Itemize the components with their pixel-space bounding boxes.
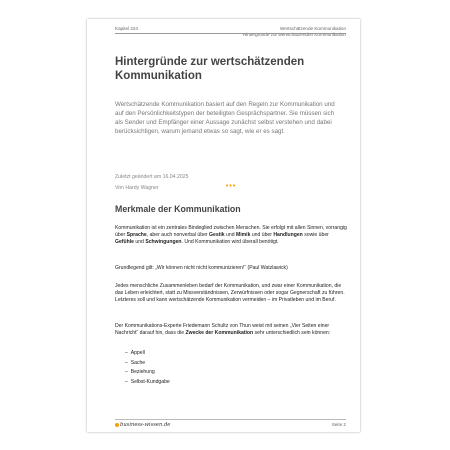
list-marker: – [125, 369, 128, 375]
p1-text: und [224, 232, 236, 238]
p1-bold-sprache: Sprache [126, 232, 147, 238]
p1-bold-mimik: Mimik [235, 232, 251, 238]
list-item [125, 360, 170, 370]
paragraph-2: Grundlegend gilt: „Wir können nicht nicht kommunizieren!“ (Paul Watzlawick) [115, 265, 288, 271]
purpose-list [125, 350, 170, 388]
list-item-label: Beziehung [130, 369, 155, 375]
p4-bold-zwecke: Zwecke der Kommunikation [185, 330, 254, 336]
p1-bold-schwingungen: Schwingungen [145, 239, 182, 245]
list-item-label: Appell [130, 350, 145, 356]
list-item-label: Selbst-Kundgabe [130, 378, 170, 385]
p1-bold-handlungen: Handlungen [273, 232, 303, 238]
paragraph-1 [115, 225, 347, 246]
last-changed: Zuletzt geändert am 16.04.2025 [115, 174, 189, 180]
list-item-label: Sache [130, 359, 146, 366]
separator-dots: ••• [225, 183, 237, 190]
section-heading: Merkmale der Kommunikation [115, 204, 241, 214]
p1-text: , aber auch nonverbal über [146, 232, 210, 238]
lead-paragraph: Wertschätzende Kommunikation basiert auf den Regeln zur Kommunikation und auf den Persönlichkeitstypen der beteiligten Gesprächspartner. Sie müssen sich als Sender und Empfänger einer Aussage zunächst selbst verstehen und dabei berücksichtigen, warum jemand etwas so sagt, wie er es sagt. [115, 101, 335, 135]
page-number: Seite 2 [331, 422, 346, 427]
list-item [125, 369, 170, 379]
header-section: Wertschätzende Kommunikation [279, 26, 346, 31]
p4-text: Der Kommunikations-Experte Friedemann Schultz von Thun weist mit seinen „Vier Seiten einer Nachricht“ darauf hin, dass die [115, 323, 330, 336]
footer-logo [115, 422, 170, 428]
p4-text: sehr unterschiedlich sein können: [253, 330, 331, 336]
header-divider [115, 33, 346, 34]
footer-divider [115, 419, 346, 420]
document-page [87, 19, 360, 432]
paragraph-3: Jedes menschliche Zusammenleben bedarf der Kommunikation, und zwar einer Kommunikation, die das Leben erleichtert, statt zu Missverständnissen, Zerwürfnissen oder sogar Gegnerschaft zu führen. Letzteres soll und kann wertschätzende Kommunikation vermeiden – im Privatleben und im Beruf. [115, 283, 345, 303]
p1-text: . Und Kommunikation wird überall benötigt. [181, 239, 279, 245]
paragraph-4 [115, 323, 347, 337]
page-title: Hintergründe zur wertschätzenden Kommunikation [115, 56, 305, 82]
p1-bold-gestik: Gestik [209, 232, 225, 238]
author: Von Hardy Wagner [115, 185, 159, 191]
logo-text: business-wissen.de [120, 422, 171, 428]
p1-text: Kommunikation ist ein zentrales Bindeglied zwischen Menschen. Sie erfolgt mit allen Sinnen, vorrangig über [115, 225, 347, 238]
p1-text: sowie über [302, 232, 329, 238]
p1-text: und [133, 239, 146, 245]
header-chapter: Kapitel 224 [115, 26, 138, 31]
list-marker: – [125, 359, 128, 366]
p1-bold-gefuehle: Gefühle [115, 239, 134, 245]
list-item [125, 350, 170, 360]
list-marker: – [125, 378, 128, 385]
list-marker: – [125, 350, 128, 356]
logo-dot-icon [115, 423, 119, 427]
list-item [125, 379, 170, 389]
p1-text: und über [250, 232, 274, 238]
header-right [243, 26, 346, 38]
header-subsection: Hintergründe zur wertschätzenden Kommunikation [242, 32, 346, 37]
